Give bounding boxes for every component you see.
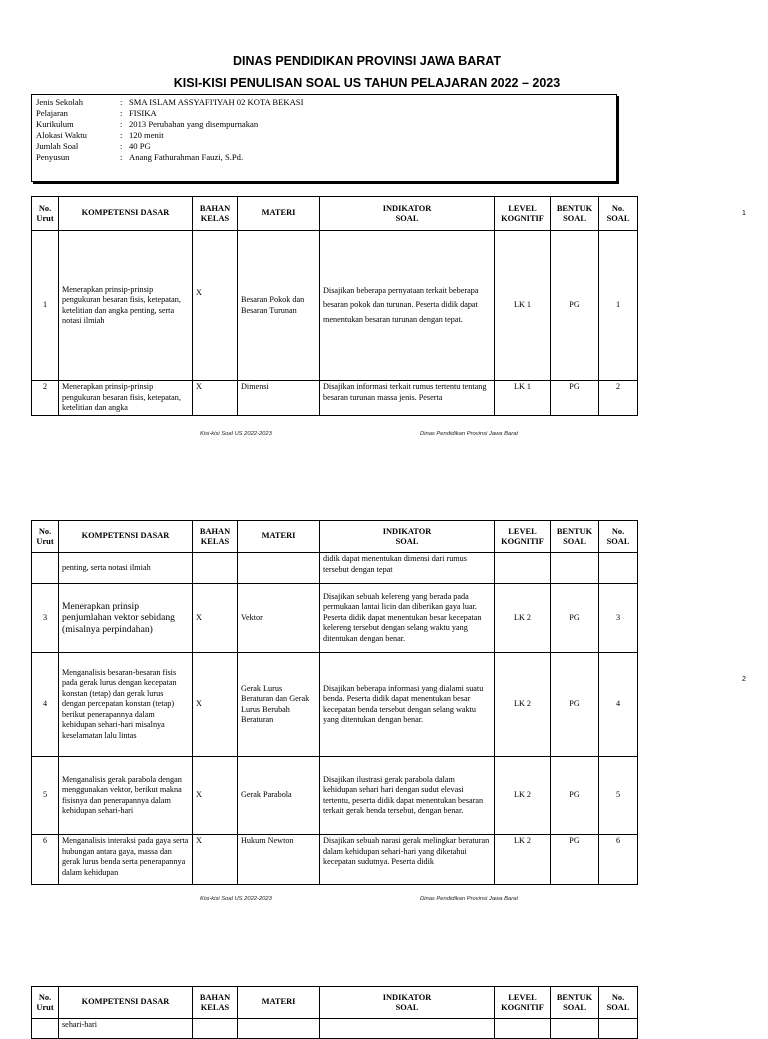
- cell-materi: [238, 1019, 320, 1039]
- cell-bahan-kelas: [193, 1019, 238, 1039]
- header-materi: MATERI: [238, 521, 320, 553]
- cell-bahan-kelas: [193, 553, 238, 584]
- header-no-soal: No. SOAL: [599, 987, 638, 1019]
- info-label: Kurikulum: [36, 119, 74, 129]
- cell-kompetensi-dasar: sehari-hari: [59, 1019, 193, 1039]
- info-value: SMA ISLAM ASSYAFI'IYAH 02 KOTA BEKASI: [129, 97, 304, 107]
- cell-no: 3: [32, 584, 59, 653]
- header-bentuk-soal: BENTUK SOAL: [551, 521, 599, 553]
- info-colon: :: [120, 97, 123, 107]
- table-header-row: [32, 987, 638, 1019]
- cell-materi: Gerak Lurus Beraturan dan Gerak Lurus Berubah Beraturan: [238, 653, 320, 757]
- header-materi: MATERI: [238, 987, 320, 1019]
- header-no-urut: No. Urut: [32, 197, 59, 231]
- cell-level: LK 1: [495, 231, 551, 381]
- header-level-kognitif: LEVEL KOGNITIF: [495, 987, 551, 1019]
- info-label: Alokasi Waktu: [36, 130, 87, 140]
- header-indikator-soal: INDIKATOR SOAL: [320, 521, 495, 553]
- info-colon: :: [120, 141, 123, 151]
- table-row: [32, 1019, 638, 1039]
- header-bentuk-soal: BENTUK SOAL: [551, 987, 599, 1019]
- info-label: Pelajaran: [36, 108, 68, 118]
- info-label: Penyusun: [36, 152, 70, 162]
- cell-kompetensi-dasar: Menerapkan prinsip penjumlahan vektor sebidang (misalnya perpindahan): [59, 584, 193, 653]
- header-kompetensi-dasar: KOMPETENSI DASAR: [59, 197, 193, 231]
- cell-no-soal: 6: [599, 835, 638, 885]
- cell-level: [495, 1019, 551, 1039]
- header-bahan-kelas: BAHAN KELAS: [193, 521, 238, 553]
- cell-level: LK 1: [495, 381, 551, 416]
- cell-level: LK 2: [495, 757, 551, 835]
- header-indikator-soal: INDIKATOR SOAL: [320, 197, 495, 231]
- cell-level: LK 2: [495, 835, 551, 885]
- kisi-kisi-table-page-1: [31, 196, 638, 416]
- cell-materi: Vektor: [238, 584, 320, 653]
- cell-indikator: didik dapat menentukan dimensi dari rumus tersebut dengan tepat: [320, 553, 495, 584]
- table-header-row: [32, 521, 638, 553]
- header-level-kognitif: LEVEL KOGNITIF: [495, 197, 551, 231]
- document-title-line1: DINAS PENDIDIKAN PROVINSI JAWA BARAT: [232, 54, 502, 68]
- header-bahan-kelas: BAHAN KELAS: [193, 987, 238, 1019]
- header-level-kognitif: LEVEL KOGNITIF: [495, 521, 551, 553]
- cell-bentuk: PG: [551, 231, 599, 381]
- cell-bahan-kelas: X: [193, 757, 238, 835]
- cell-no-soal: 3: [599, 584, 638, 653]
- cell-no-soal: 1: [599, 231, 638, 381]
- cell-kompetensi-dasar: Menerapkan prinsip-prinsip pengukuran besaran fisis, ketepatan, ketelitian dan angka penting, serta notasi ilmiah: [59, 231, 193, 381]
- cell-no-soal: [599, 553, 638, 584]
- info-colon: :: [120, 108, 123, 118]
- header-no-urut: No. Urut: [32, 521, 59, 553]
- footer-left: Kisi-kisi Soal US 2022-2023: [200, 431, 272, 437]
- cell-bahan-kelas: X: [193, 381, 238, 416]
- header-no-soal: No. SOAL: [599, 521, 638, 553]
- info-label: Jumlah Soal: [36, 141, 79, 151]
- cell-materi: Dimensi: [238, 381, 320, 416]
- cell-bentuk: PG: [551, 381, 599, 416]
- footer-left: Kisi-kisi Soal US 2022-2023: [200, 896, 272, 902]
- cell-bahan-kelas: X: [193, 653, 238, 757]
- cell-materi: Besaran Pokok dan Besaran Turunan: [238, 231, 320, 381]
- cell-no-soal: 5: [599, 757, 638, 835]
- cell-indikator: Disajikan sebuah narasi gerak melingkar beraturan dalam kehidupan sehari-hari yang diketahui kecepatan sudutnya. Peserta didik: [320, 835, 495, 885]
- cell-materi: Gerak Parabola: [238, 757, 320, 835]
- cell-indikator: Disajikan sebuah kelereng yang berada pada permukaan lantai licin dan diberikan gaya luar. Peserta didik dapat menentukan besar kecepatan kelereng tersebut dengan selang waktu yang ditentukan dengan benar.: [320, 584, 495, 653]
- header-kompetensi-dasar: KOMPETENSI DASAR: [59, 521, 193, 553]
- cell-materi: Hukum Newton: [238, 835, 320, 885]
- footer-right: Dinas Pendidikan Provinsi Jawa Barat: [420, 896, 518, 902]
- cell-bentuk: [551, 1019, 599, 1039]
- header-materi: MATERI: [238, 197, 320, 231]
- table-row: [32, 757, 638, 835]
- header-bahan-kelas: BAHAN KELAS: [193, 197, 238, 231]
- header-bentuk-soal: BENTUK SOAL: [551, 197, 599, 231]
- cell-no-soal: 2: [599, 381, 638, 416]
- info-colon: :: [120, 119, 123, 129]
- table-row: [32, 653, 638, 757]
- info-value: 40 PG: [129, 141, 151, 151]
- cell-materi: [238, 553, 320, 584]
- info-value: Anang Fathurahman Fauzi, S.Pd.: [129, 152, 244, 162]
- cell-kompetensi-dasar: penting, serta notasi ilmiah: [59, 553, 193, 584]
- cell-no: 1: [32, 231, 59, 381]
- header-kompetensi-dasar: KOMPETENSI DASAR: [59, 987, 193, 1019]
- cell-kompetensi-dasar: Menerapkan prinsip-prinsip pengukuran besaran fisis, ketepatan, ketelitian dan angka: [59, 381, 193, 416]
- info-label: Jenis Sekolah: [36, 97, 84, 107]
- cell-bentuk: PG: [551, 835, 599, 885]
- kisi-kisi-table-page-2: [31, 520, 638, 885]
- info-colon: :: [120, 152, 123, 162]
- document-title-line2: KISI-KISI PENULISAN SOAL US TAHUN PELAJARAN 2022 – 2023: [173, 76, 561, 90]
- info-value: 120 menit: [129, 130, 164, 140]
- cell-no-soal: [599, 1019, 638, 1039]
- page-number: 2: [742, 676, 746, 683]
- header-no-soal: No. SOAL: [599, 197, 638, 231]
- cell-no: 6: [32, 835, 59, 885]
- cell-kompetensi-dasar: Menganalisis besaran-besaran fisis pada gerak lurus dengan kecepatan konstan (tetap) dan gerak lurus dengan percepatan konstan (tetap) berikut penerapannya dalam kehidupan sehari-hari misalnya keselamatan lalu lintas: [59, 653, 193, 757]
- footer-right: Dinas Pendidikan Provinsi Jawa Barat: [420, 431, 518, 437]
- cell-bahan-kelas: X: [193, 231, 238, 381]
- cell-kompetensi-dasar: Menganalisis gerak parabola dengan menggunakan vektor, berikut makna fisisnya dan penerapannya dalam kehidupan sehari-hari: [59, 757, 193, 835]
- cell-bahan-kelas: X: [193, 584, 238, 653]
- info-value: 2013 Perubahan yang disempurnakan: [129, 119, 259, 129]
- cell-no: 2: [32, 381, 59, 416]
- table-row: [32, 835, 638, 885]
- kisi-kisi-table-page-3: [31, 986, 638, 1039]
- cell-no-soal: 4: [599, 653, 638, 757]
- page-number: 1: [742, 210, 746, 217]
- table-row: [32, 553, 638, 584]
- cell-no: [32, 1019, 59, 1039]
- table-header-row: [32, 197, 638, 231]
- cell-level: LK 2: [495, 653, 551, 757]
- table-row: [32, 231, 638, 381]
- cell-bahan-kelas: X: [193, 835, 238, 885]
- cell-level: LK 2: [495, 584, 551, 653]
- cell-level: [495, 553, 551, 584]
- cell-no: 4: [32, 653, 59, 757]
- cell-indikator: Disajikan informasi terkait rumus tertentu tentang besaran turunan massa jenis. Peserta: [320, 381, 495, 416]
- cell-no: 5: [32, 757, 59, 835]
- cell-indikator: Disajikan beberapa informasi yang dialami suatu benda. Peserta didik dapat menentukan besar kecepatan benda tersebut dengan selang waktu yang ditentukan dengan benar.: [320, 653, 495, 757]
- table-row: [32, 584, 638, 653]
- table-row: [32, 381, 638, 416]
- cell-indikator: [320, 1019, 495, 1039]
- identity-box: [31, 94, 617, 182]
- cell-bentuk: [551, 553, 599, 584]
- info-value: FISIKA: [129, 108, 157, 118]
- info-colon: :: [120, 130, 123, 140]
- cell-bentuk: PG: [551, 757, 599, 835]
- header-no-urut: No. Urut: [32, 987, 59, 1019]
- cell-bentuk: PG: [551, 584, 599, 653]
- cell-bentuk: PG: [551, 653, 599, 757]
- cell-kompetensi-dasar: Menganalisis interaksi pada gaya serta hubungan antara gaya, massa dan gerak lurus benda serta penerapannya dalam kehidupan: [59, 835, 193, 885]
- cell-indikator: Disajikan beberapa pernyataan terkait beberapa besaran pokok dan turunan. Peserta didik dapat menentukan besaran turunan dengan tepat.: [320, 231, 495, 381]
- header-indikator-soal: INDIKATOR SOAL: [320, 987, 495, 1019]
- cell-indikator: Disajikan ilustrasi gerak parabola dalam kehidupan sehari hari dengan sudut elevasi tertentu, peserta didik dapat menentukan besaran terkait gerak benda tersebut, dengan benar.: [320, 757, 495, 835]
- cell-no: [32, 553, 59, 584]
